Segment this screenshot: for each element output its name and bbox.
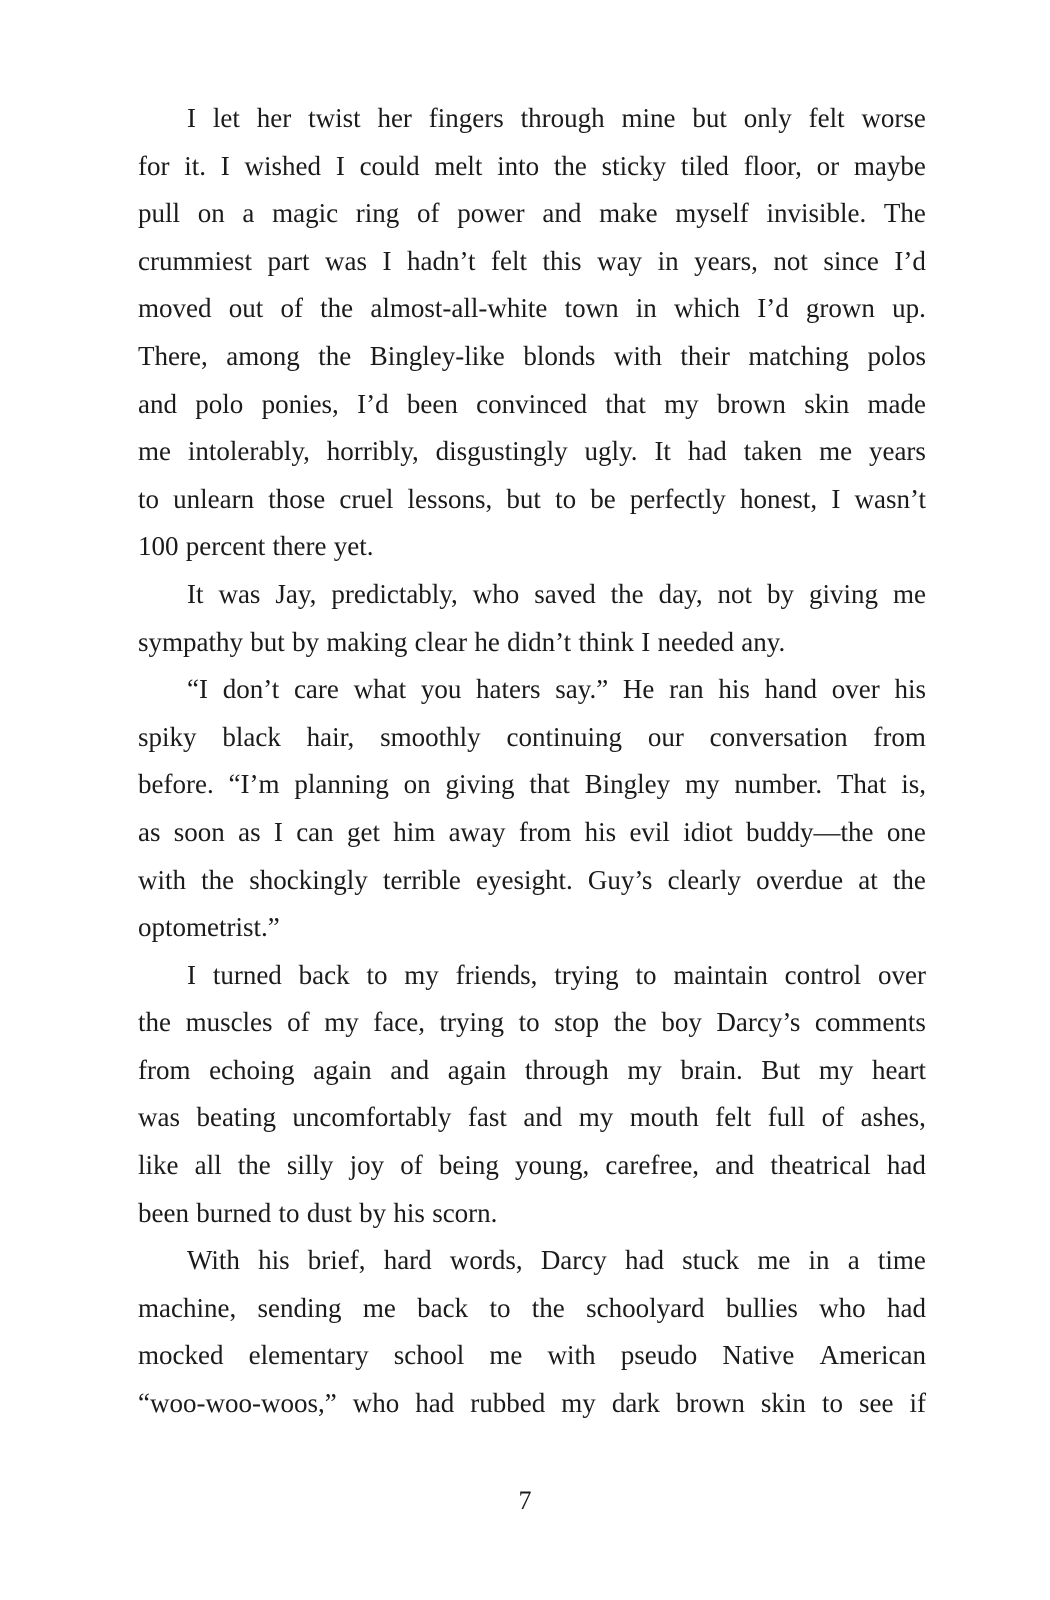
text-line: crummiest part was I hadn’t felt this way in years, not since I’d xyxy=(138,245,926,276)
text-line: I let her twist her fingers through mine but only felt worse xyxy=(187,103,926,133)
text-line: me intolerably, horribly, disgustingly ugly. It had taken me years xyxy=(138,436,926,467)
text-line: from echoing again and again through my brain. But my heart xyxy=(138,1054,926,1085)
page-number: 7 xyxy=(518,1486,532,1515)
text-line: like all the silly joy of being young, carefree, and theatrical had xyxy=(138,1150,926,1181)
text-line: It was Jay, predictably, who saved the day, not by giving me xyxy=(187,578,926,609)
text-line: pull on a magic ring of power and make myself invisible. The xyxy=(138,198,926,229)
text-line: optometrist.” xyxy=(138,912,280,943)
text-line: mocked elementary school me with pseudo Native American xyxy=(138,1340,926,1371)
text-line: for it. I wished I could melt into the sticky tiled floor, or maybe xyxy=(138,150,926,181)
text-line: sympathy but by making clear he didn’t think I needed any. xyxy=(138,626,786,657)
text-line: and polo ponies, I’d been convinced that my brown skin made xyxy=(138,388,926,419)
text-line: There, among the Bingley-like blonds with their matching polos xyxy=(138,340,926,371)
text-line: spiky black hair, smoothly continuing our conversation from xyxy=(138,721,926,752)
text-line: machine, sending me back to the schoolyard bullies who had xyxy=(138,1292,926,1323)
text-line: “woo-woo-woos,” who had rubbed my dark brown skin to see if xyxy=(138,1388,926,1419)
text-line: the muscles of my face, trying to stop the boy Darcy’s comments xyxy=(138,1007,926,1038)
body-text xyxy=(138,95,926,1428)
text-line: as soon as I can get him away from his evil idiot buddy—the one xyxy=(138,816,926,847)
text-line: I turned back to my friends, trying to maintain control over xyxy=(187,959,926,990)
text-line: been burned to dust by his scorn. xyxy=(138,1197,498,1228)
text-line: before. “I’m planning on giving that Bingley my number. That is, xyxy=(138,769,926,800)
text-line: moved out of the almost-all-white town in which I’d grown up. xyxy=(138,293,926,324)
text-line: with the shockingly terrible eyesight. Guy’s clearly overdue at the xyxy=(138,864,926,895)
text-line: 100 percent there yet. xyxy=(138,531,374,562)
text-line: With his brief, hard words, Darcy had stuck me in a time xyxy=(187,1245,926,1276)
text-line: was beating uncomfortably fast and my mouth felt full of ashes, xyxy=(138,1102,926,1133)
text-line: “I don’t care what you haters say.” He ran his hand over his xyxy=(187,674,926,705)
text-line: to unlearn those cruel lessons, but to be perfectly honest, I wasn’t xyxy=(138,483,926,514)
